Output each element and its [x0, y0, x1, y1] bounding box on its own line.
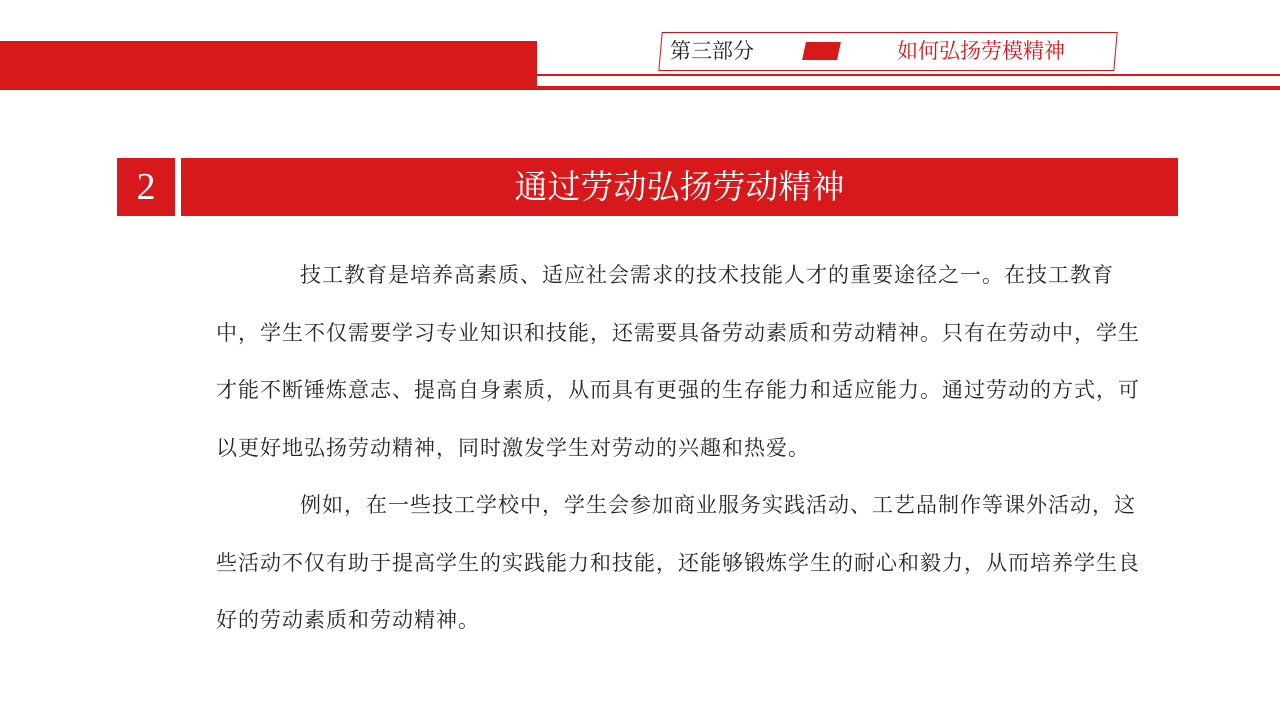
section-tag — [658, 32, 1117, 71]
header-thick-rule — [537, 86, 1280, 90]
header-thin-rule — [537, 74, 1280, 76]
section-name-label: 如何弘扬劳模精神 — [897, 39, 1065, 63]
section-divider-mark — [802, 42, 841, 60]
paragraph-2: 例如，在一些技工学校中，学生会参加商业服务实践活动、工艺品制作等课外活动，这些活动不仅有助于提高学生的实践能力和技能，还能够锻炼学生的耐心和毅力，从而培养学生良好的劳动素质和劳动精神。 — [216, 493, 1140, 632]
paragraph-1: 技工教育是培养高素质、适应社会需求的技术技能人才的重要途径之一。在技工教育中，学生不仅需要学习专业知识和技能，还需要具备劳动素质和劳动精神。只有在劳动中，学生才能不断锤炼意志、提高自身素质，从而具有更强的生存能力和适应能力。通过劳动的方式，可以更好地弘扬劳动精神，同时激发学生对劳动的兴趣和热爱。 — [216, 263, 1140, 460]
header-red-band — [0, 41, 537, 90]
heading-number: 2 — [117, 158, 175, 216]
page-title: 通过劳动弘扬劳动精神 — [181, 158, 1178, 216]
body-text — [216, 247, 1154, 650]
section-part-label: 第三部分 — [670, 39, 754, 63]
